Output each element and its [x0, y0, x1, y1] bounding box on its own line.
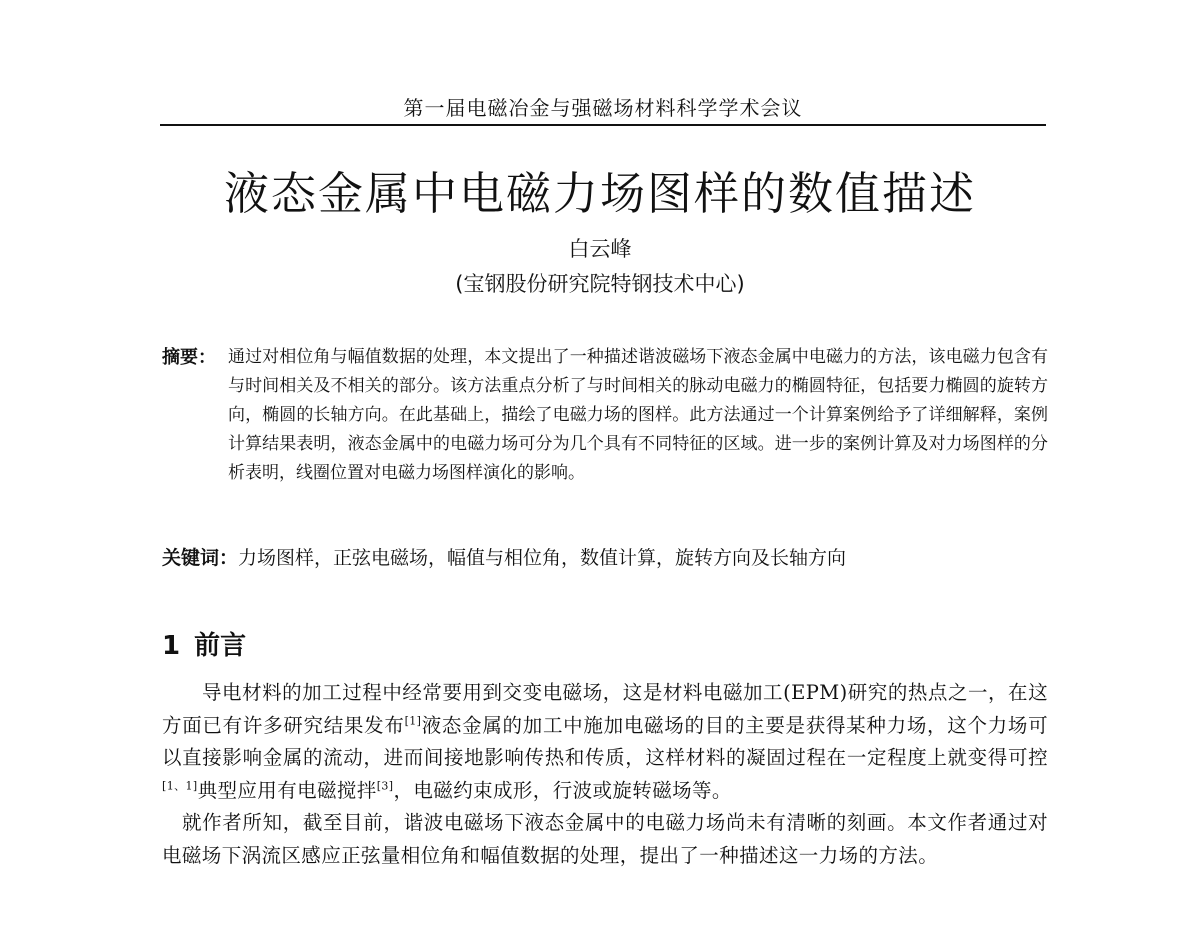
citation-ref: [3] [376, 779, 394, 793]
intro-paragraph-2: 就作者所知，截至目前，谐波电磁场下液态金属中的电磁力场尚未有清晰的刻画。本文作者通过对电磁场下涡流区感应正弦量相位角和幅值数据的处理，提出了一种描述这一力场的方法。 [162, 811, 1048, 867]
author-name: 白云峰 [568, 237, 632, 261]
keywords [162, 544, 1048, 572]
header-rule [160, 124, 1046, 126]
keywords-label: 关键词： [162, 547, 239, 569]
section-title: 前言 [194, 631, 247, 661]
paper-title: 液态金属中电磁力场图样的数值描述 [223, 167, 976, 220]
intro-text-a: 导电材料的加工过程中经常要用到交变电磁场，这是材料电磁加工(EPM)研究的热点之一，在这方面已有许多研究结果发布 [162, 681, 1048, 737]
citation-ref: [1、1] [162, 779, 198, 793]
author-affiliation: (宝钢股份研究院特钢技术中心) [455, 272, 745, 296]
keywords-text: 力场图样，正弦电磁场，幅值与相位角，数值计算，旋转方向及长轴方向 [238, 547, 847, 569]
intro-text-d: ，电磁约束成形，行波或旋转磁场等。 [393, 778, 732, 802]
section-heading [162, 625, 246, 662]
abstract [162, 343, 1048, 488]
intro-text-b: 液态金属的加工中施加电磁场的目的主要是获得某种力场，这个力场可以直接影响金属的流动，进而间接地影响传热和传质，这样材料的凝固过程在一定程度上就变得可控 [162, 713, 1048, 770]
section-number: 1 [162, 631, 181, 661]
abstract-label: 摘要： [162, 347, 216, 368]
conference-header: 第一届电磁冶金与强磁场材料科学学术会议 [403, 96, 803, 120]
abstract-text: 通过对相位角与幅值数据的处理，本文提出了一种描述谐波磁场下液态金属中电磁力的方法，该电磁力包含有与时间相关及不相关的部分。该方法重点分析了与时间相关的脉动电磁力的椭圆特征，包括要力椭圆的旋转方向，椭圆的长轴方向。在此基础上，描绘了电磁力场的图样。此方法通过一个计算案例给予了详细解释，案例计算结果表明，液态金属中的电磁力场可分为几个具有不同特征的区域。进一步的案例计算及对力场图样的分析表明，线圈位置对电磁力场图样演化的影响。 [228, 347, 1048, 483]
intro-paragraph-1 [162, 677, 1048, 807]
intro-text-c: 典型应用有电磁搅拌 [197, 778, 377, 802]
citation-ref: [1] [404, 713, 422, 727]
